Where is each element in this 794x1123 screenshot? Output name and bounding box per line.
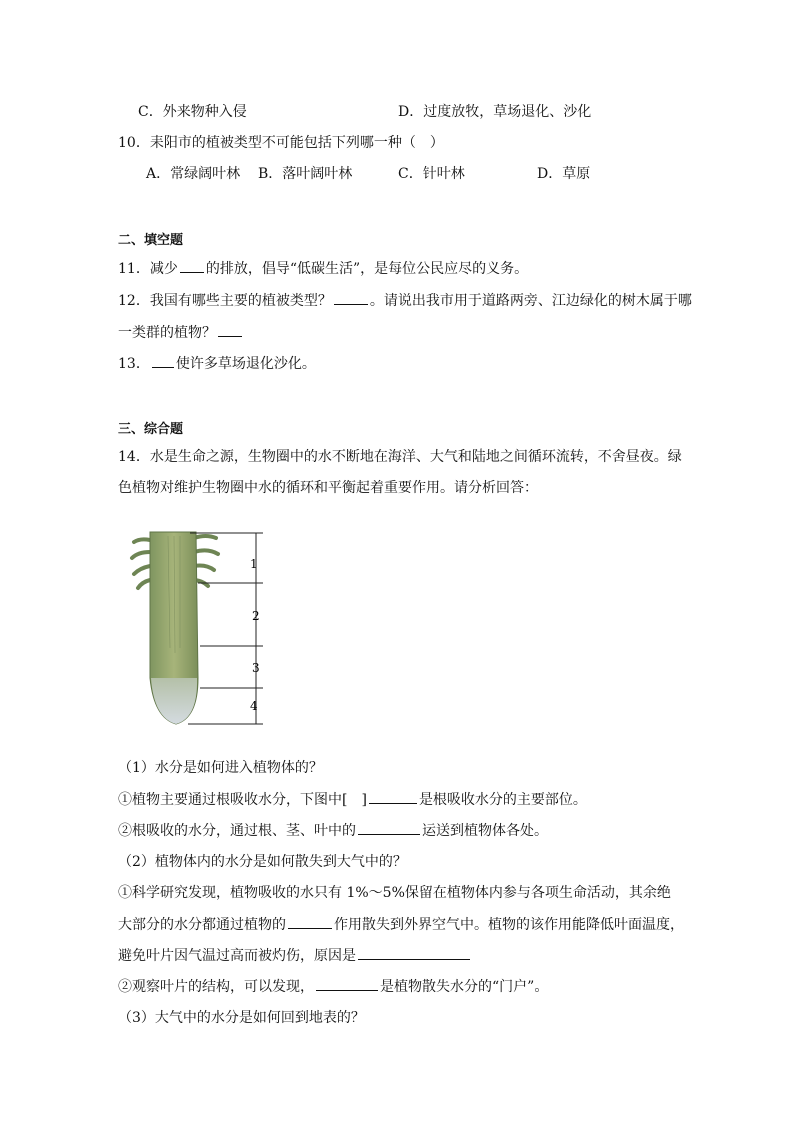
q14-p1b-text-b: 运送到植物体各处。: [422, 823, 548, 839]
q14-p2b-text-a: ②观察叶片的结构，可以发现，: [118, 979, 314, 995]
q14-stem-line2: 色植物对维护生物圈中水的循环和平衡起着重要作用。请分析回答：: [118, 480, 538, 496]
zone-label-2: 2: [252, 609, 260, 623]
q14-part2-a-line1: ①科学研究发现，植物吸收的水只有 1%～5%保留在植物体内参与各项生命活动，其余绝: [118, 885, 671, 901]
q13-text-b: 使许多草场退化沙化。: [175, 356, 316, 372]
zone-label-4: 4: [250, 699, 258, 713]
section-comprehensive-title: 三、综合题: [118, 422, 184, 437]
q12-blank-2[interactable]: [218, 322, 242, 337]
q14-part2-a-line3: [118, 945, 472, 966]
q14-p2a-text-a: 大部分的水分都通过植物的: [118, 917, 286, 933]
q12-text-c: 一类群的植物？: [118, 325, 216, 341]
q14-part1-title: （1）水分是如何进入植物体的？: [118, 760, 323, 776]
q10-option-c: C．针叶林: [398, 166, 465, 182]
q9-option-c: C．外来物种入侵: [138, 104, 247, 120]
q14-part1-b: [118, 820, 548, 841]
q14-p1a-text-a: ①植物主要通过根吸收水分，下图中[ ]: [118, 792, 367, 808]
root-cap: [151, 678, 197, 724]
q10-option-b: B．落叶阔叶林: [258, 166, 353, 182]
q14-p1a-blank[interactable]: [369, 789, 417, 804]
q11-blank[interactable]: [180, 258, 204, 273]
q14-p2a-text-c: 避免叶片因气温过高而被灼伤，原因是: [118, 948, 356, 964]
q12-line2: [118, 322, 244, 343]
q9-option-d: D．过度放牧，草场退化、沙化: [398, 104, 592, 120]
q10-option-d: D．草原: [537, 166, 591, 182]
q14-part1-a: [118, 789, 587, 810]
q14-p2a-text-b: 作用散失到外界空气中。植物的该作用能降低叶面温度，: [334, 917, 684, 933]
q12-text-a: 12．我国有哪些主要的植被类型？: [118, 293, 332, 309]
q12-text-b: 。请说出我市用于道路两旁、江边绿化的树木属于哪: [369, 293, 692, 309]
q14-part3-title: （3）大气中的水分是如何回到地表的？: [118, 1010, 365, 1026]
q14-part2-a-line2: [118, 914, 684, 935]
root-tip-diagram: [128, 528, 278, 728]
q14-p2b-text-b: 是植物散失水分的“门户”。: [380, 979, 549, 995]
section-fill-blank-title: 二、填空题: [118, 233, 184, 248]
q11: [118, 258, 528, 279]
q14-p1a-text-b: 是根吸收水分的主要部位。: [418, 792, 587, 808]
q14-stem-line1: 14．水是生命之源，生物圈中的水不断地在海洋、大气和陆地之间循环流转，不舍昼夜。绿: [118, 449, 682, 465]
q10-stem: 10．耒阳市的植被类型不可能包括下列哪一种（ ）: [118, 135, 444, 151]
q11-text-b: 的排放，倡导“低碳生活”，是每位公民应尽的义务。: [205, 261, 529, 277]
q14-p2a-blank-1[interactable]: [288, 914, 332, 929]
q14-p1b-blank[interactable]: [358, 820, 420, 835]
zone-label-1: 1: [250, 557, 258, 571]
zone-label-3: 3: [252, 661, 260, 675]
q12-blank-1[interactable]: [334, 290, 368, 305]
q14-part2-title: （2）植物体内的水分是如何散失到大气中的？: [118, 854, 407, 870]
q11-text-a: 11．减少: [118, 261, 178, 277]
q14-p1b-text-a: ②根吸收的水分，通过根、茎、叶中的: [118, 823, 356, 839]
q14-part2-b: [118, 976, 548, 997]
q13-text-a: 13．: [118, 356, 150, 372]
q13: [118, 353, 316, 374]
root-tip-figure: [128, 528, 278, 728]
q14-p2b-blank[interactable]: [316, 976, 378, 991]
q10-option-a: A．常绿阔叶林: [146, 166, 241, 182]
q14-p2a-blank-2[interactable]: [358, 945, 470, 960]
q12-line1: [118, 290, 692, 311]
q13-blank[interactable]: [152, 353, 174, 368]
